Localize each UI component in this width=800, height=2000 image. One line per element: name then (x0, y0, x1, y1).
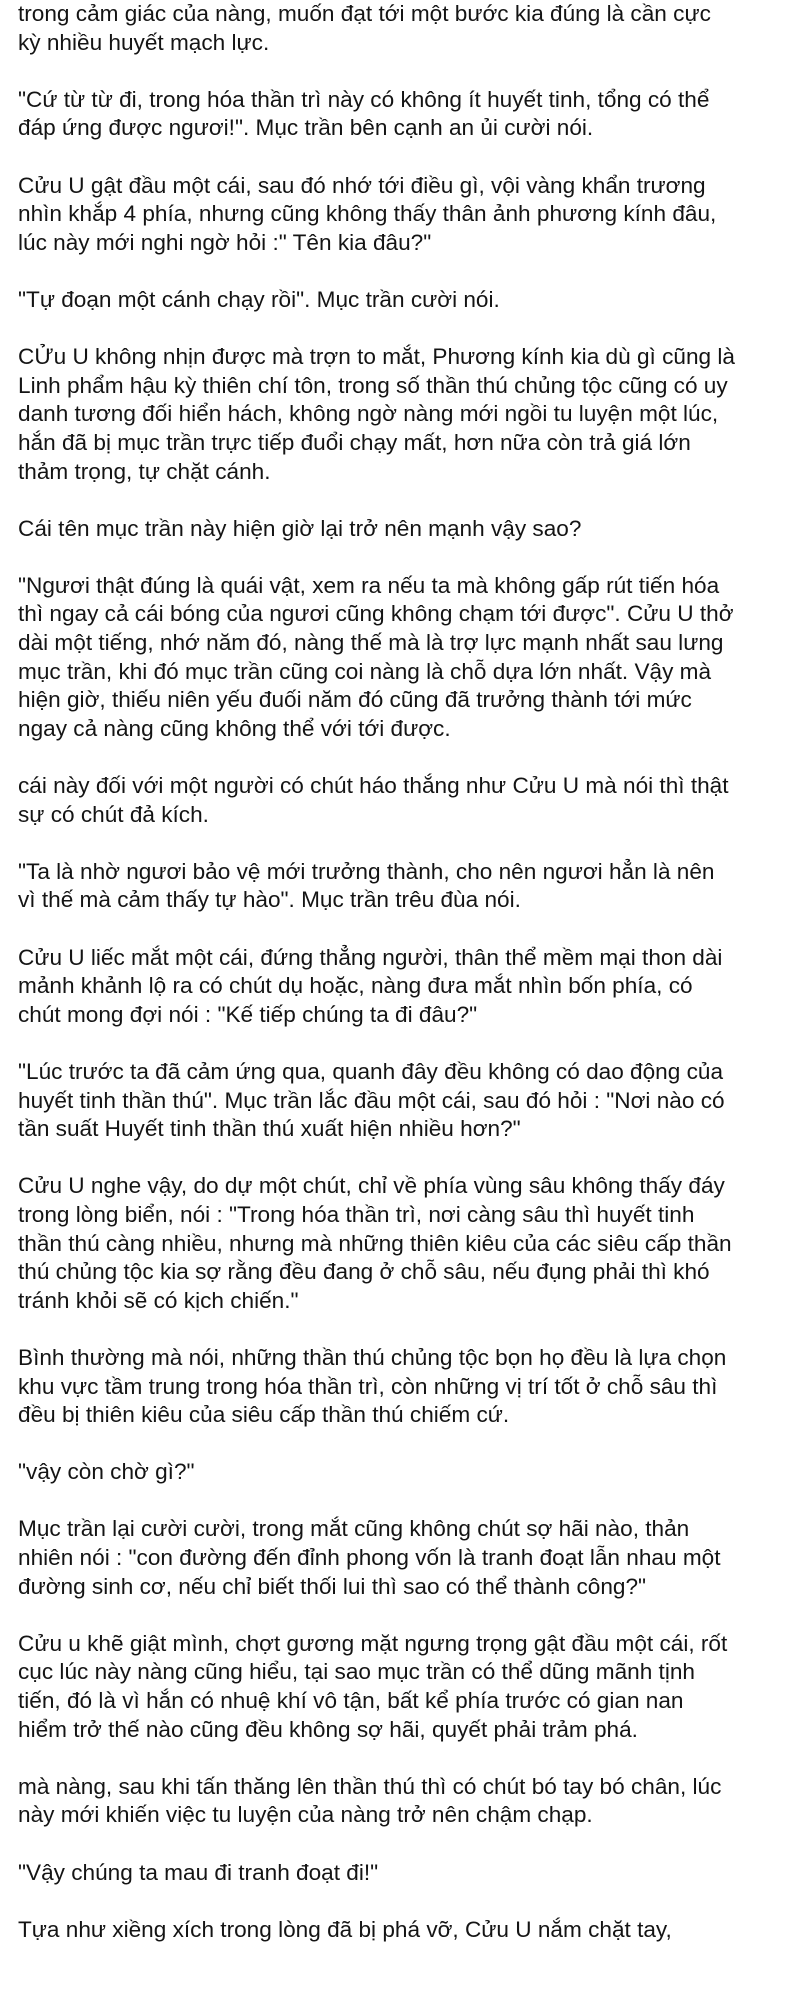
paragraph: Tựa như xiềng xích trong lòng đã bị phá vỡ, Cửu U nắm chặt tay, (18, 1916, 672, 1942)
paragraph: Cửu u khẽ giật mình, chợt gương mặt ngưng trọng gật đầu một cái, rốt cục lúc này nàng cũng hiểu, tại sao mục trần có thể dũng mãnh tịnh tiến, đó là vì hắn có nhuệ khí vô tận, bất kể phía trước có gian nan hiểm trở thế nào cũng đều không sợ hãi, quyết phải trảm phá. (18, 1630, 728, 1742)
paragraph: mà nàng, sau khi tấn thăng lên thần thú thì có chút bó tay bó chân, lúc này mới khiến việc tu luyện của nàng trở nên chậm chạp. (18, 1773, 722, 1828)
paragraph: "Lúc trước ta đã cảm ứng qua, quanh đây đều không có dao động của huyết tinh thần thú". Mục trần lắc đầu một cái, sau đó hỏi : "Nơi nào có tần suất Huyết tinh thần thú xuất hiện nhiều hơn?" (18, 1058, 725, 1142)
paragraph: Mục trần lại cười cười, trong mắt cũng không chút sợ hãi nào, thản nhiên nói : "con đường đến đỉnh phong vốn là tranh đoạt lẫn nhau một đường sinh cơ, nếu chỉ biết thối lui thì sao có thể thành công?" (18, 1516, 721, 1599)
paragraph: trong cảm giác của nàng, muốn đạt tới một bước kia đúng là cần cực kỳ nhiều huyết mạch lực. (18, 1, 711, 55)
paragraph: Cửu U liếc mắt một cái, đứng thẳng người, thân thể mềm mại thon dài mảnh khảnh lộ ra có chút dụ hoặc, nàng đưa mắt nhìn bốn phía, có chút mong đợi nói : "Kế tiếp chúng ta đi đâu?" (18, 944, 723, 1027)
paragraph: Cái tên mục trần này hiện giờ lại trở nên mạnh vậy sao? (18, 515, 582, 541)
paragraph: "Tự đoạn một cánh chạy rồi". Mục trần cười nói. (18, 286, 500, 312)
paragraph: "Ta là nhờ ngươi bảo vệ mới trưởng thành, cho nên ngươi hẳn là nên vì thế mà cảm thấy tự hào". Mục trần trêu đùa nói. (18, 858, 715, 913)
paragraph: "vậy còn chờ gì?" (18, 1459, 195, 1485)
paragraph: Bình thường mà nói, những thần thú chủng tộc bọn họ đều là lựa chọn khu vực tầm trung trong hóa thần trì, còn những vị trí tốt ở chỗ sâu thì đều bị thiên kiêu của siêu cấp thần thú chiếm cứ. (18, 1344, 727, 1428)
paragraph: "Cứ từ từ đi, trong hóa thần trì này có không ít huyết tinh, tổng có thể đáp ứng được ngươi!". Mục trần bên cạnh an ủi cười nói. (18, 86, 710, 141)
paragraph: "Ngươi thật đúng là quái vật, xem ra nếu ta mà không gấp rút tiến hóa thì ngay cả cái bóng của ngươi cũng không chạm tới được". Cửu U thở dài một tiếng, nhớ năm đó, nàng thế mà là trợ lực mạnh nhất sau lưng mục trần, khi đó mục trần cũng coi nàng là chỗ dựa lớn nhất. Vậy mà hiện giờ, thiếu niên yếu đuối năm đó cũng đã trưởng thành tới mức ngay cả nàng cũng không thể với tới được. (18, 572, 734, 741)
paragraph: CỬu U không nhịn được mà trợn to mắt, Phương kính kia dù gì cũng là Linh phẩm hậu kỳ thiên chí tôn, trong số thần thú chủng tộc cũng có uy danh tương đối hiển hách, không ngờ nàng mới ngồi tu luyện một lúc, hắn đã bị mục trần trực tiếp đuổi chạy mất, hơn nữa còn trả giá lớn thảm trọng, tự chặt cánh. (18, 344, 735, 484)
paragraph: Cửu U nghe vậy, do dự một chút, chỉ về phía vùng sâu không thấy đáy trong lòng biển, nói : "Trong hóa thần trì, nơi càng sâu thì huyết tinh thần thú càng nhiều, nhưng mà những thiên kiêu của các siêu cấp thần thú chủng tộc kia sợ rằng đều đang ở chỗ sâu, nếu đụng phải thì khó tránh khỏi sẽ có kịch chiến." (18, 1173, 732, 1313)
paragraph: cái này đối với một người có chút háo thắng như Cửu U mà nói thì thật sự có chút đả kích. (18, 773, 729, 827)
paragraph: "Vậy chúng ta mau đi tranh đoạt đi!" (18, 1859, 379, 1885)
paragraph: Cửu U gật đầu một cái, sau đó nhớ tới điều gì, vội vàng khẩn trương nhìn khắp 4 phía, nhưng cũng không thấy thân ảnh phương kính đâu, lúc này mới nghi ngờ hỏi :" Tên kia đâu?" (18, 172, 717, 255)
